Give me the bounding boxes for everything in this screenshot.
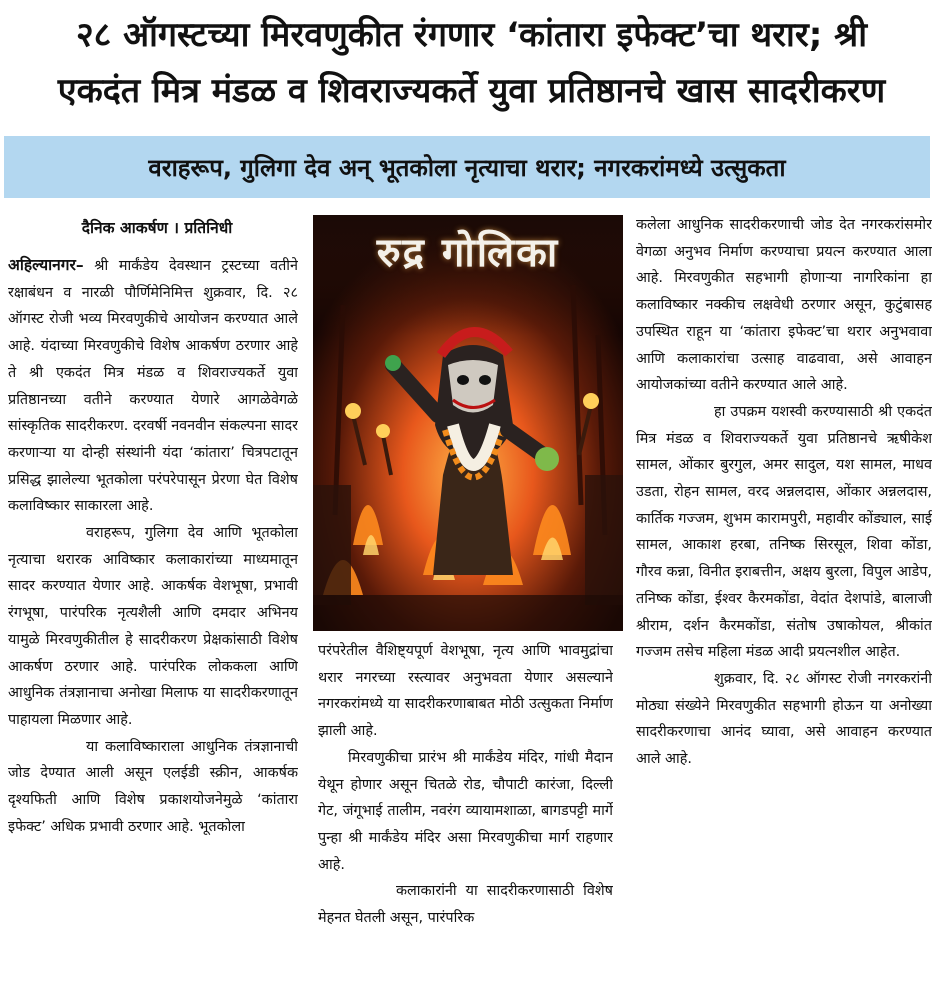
- paragraph-text: श्री मार्कंडेय देवस्थान ट्रस्टच्या वतीने रक्षाबंधन व नारळी पौर्णिमेनिमित्त शुक्रवार, दि. २८ ऑगस्ट रोजी भव्य मिरवणुकीचे आयोजन करण्यात आले आहे. यंदाच्या मिरवणुकीचे विशेष आकर्षण ठरणार आहे ते श्री एकदंत मित्र मंडळ व शिवराज्यकर्ते युवा प्रतिष्ठानच्या वतीने करण्यात येणारे आगळेवेगळे सांस्कृतिक सादरीकरण. दरवर्षी नवनवीन संकल्पना सादर करणाऱ्या या दोन्ही संस्थांनी यंदा ‘कांतारा’ चित्रपटातून प्रसिद्ध झालेल्या भूतकोला परंपरेपासून प्रेरणा घेत विशेष कलाविष्कार साकारला आहे.: [8, 258, 298, 515]
- paragraph: हा उपक्रम यशस्वी करण्यासाठी श्री एकदंत मित्र मंडळ व शिवराज्यकर्ते युवा प्रतिष्ठानचे ऋषीकेश सामल, ओंकार बुरगुल, अमर सादुल, यश सामल, माधव उडता, रोहन सामल, वरद अन्नलदास, ओंकार अन्नलदास, कार्तिक गज्जम, शुभम कारामपुरी, महावीर कोंड्याल, साई सामल, आकाश हरबा, तनिष्क सिरसूल, शिवा कोंडा, गौरव कन्ना, विनीत इराबत्तीन, अक्षय बुरला, विपुल आडेप, तनिष्क कोंडा, ईश्वर कैरमकोंडा, वेदांत देशपांडे, बालाजी श्रीराम, दर्शन कैरमकोंडा, संतोष उषाकोयल, श्रीकांत गज्जम तसेच महिला मंडळ आदी प्रयत्नशील आहेत.: [636, 403, 932, 661]
- headline-line-2: एकदंत मित्र मंडळ व शिवराज्यकर्ते युवा प्रतिष्ठानचे खास सादरीकरण: [57, 71, 886, 111]
- article-column-1: [8, 252, 298, 985]
- headline-line-1: २८ ऑगस्टच्या मिरवणुकीत रंगणार ‘कांतारा इफेक्ट’चा थरार; श्री: [75, 15, 868, 55]
- paragraph: वराहरूप, गुलिगा देव आणि भूतकोला नृत्याचा थरारक आविष्कार कलाकारांच्या माध्यमातून सादर करण्यात येणार आहे. आकर्षक वेशभूषा, प्रभावी रंगभूषा, पारंपरिक नृत्यशैली आणि दमदार अभिनय यामुळे मिरवणुकीतील हे सादरीकरण प्रेक्षकांसाठी विशेष आकर्षण ठरणार आहे. पारंपरिक लोककला आणि आधुनिक तंत्रज्ञानाचा अनोखा मिलाफ या सादरीकरणातून पाहायला मिळणार आहे.: [8, 525, 298, 728]
- paragraph: कलाकारांनी या सादरीकरणासाठी विशेष मेहनत घेतली असून, पारंपरिक: [318, 883, 613, 927]
- paragraph: मिरवणुकीचा प्रारंभ श्री मार्कंडेय मंदिर, गांधी मैदान येथून होणार असून चितळे रोड, चौपाटी कारंजा, दिल्ली गेट, जंगूभाई तालीम, नवरंग व्यायामशाळा, बागडपट्टी मार्गे पुन्हा श्री मार्कंडेय मंदिर असा मिरवणुकीचा मार्ग राहणार आहे.: [318, 749, 613, 873]
- paragraph: शुक्रवार, दि. २८ ऑगस्ट रोजी नगरकरांनी मोठ्या संख्येने मिरवणुकीत सहभागी होऊन या अनोख्या सादरीकरणाचा आनंद घ्यावा, असे आवाहन करण्यात आले आहे.: [636, 670, 932, 768]
- subheadline: वराहरूप, गुलिगा देव अन् भूतकोला नृत्याचा थरार; नगरकरांमध्ये उत्सुकता: [148, 153, 786, 182]
- poster-image: [313, 215, 623, 631]
- paragraph: [8, 252, 298, 520]
- article-column-2: [318, 638, 613, 985]
- article-column-3: [636, 212, 932, 985]
- poster-title: रुद्र गोलिका: [376, 230, 560, 276]
- subheadline-banner: [4, 136, 930, 198]
- paragraph: या कलाविष्काराला आधुनिक तंत्रज्ञानाची जोड देण्यात आली असून एलईडी स्क्रीन, आकर्षक दृश्यफिती आणि विशेष प्रकाशयोजनेमुळे ‘कांतारा इफेक्ट’ अधिक प्रभावी ठरणार आहे. भूतकोला: [8, 738, 298, 835]
- paragraph: कलेला आधुनिक सादरीकरणाची जोड देत नगरकरांसमोर वेगळा अनुभव निर्माण करण्याचा प्रयत्न करण्यात आला आहे. मिरवणुकीत सहभागी होणाऱ्या नागरिकांना हा कलाविष्कार नक्कीच लक्षवेधी ठरणार असून, कुटुंबासह उपस्थित राहून या ‘कांतारा इफेक्ट’चा थरार अनुभवावा आणि कलाकारांचा उत्साह वाढवावा, असे आवाहन आयोजकांच्या वतीने करण्यात आले आहे.: [636, 217, 932, 394]
- byline: दैनिक आकर्षण । प्रतिनिधी: [81, 219, 233, 237]
- headline: [0, 0, 943, 126]
- dateline-place: अहिल्यानगर–: [8, 256, 84, 274]
- paragraph: परंपरेतील वैशिष्ट्यपूर्ण वेशभूषा, नृत्य आणि भावमुद्रांचा थरार नगरच्या रस्त्यावर अनुभवता येणार असल्याने नगरकरांमध्ये या सादरीकरणाबाबत मोठी उत्सुकता निर्माण झाली आहे.: [318, 643, 613, 740]
